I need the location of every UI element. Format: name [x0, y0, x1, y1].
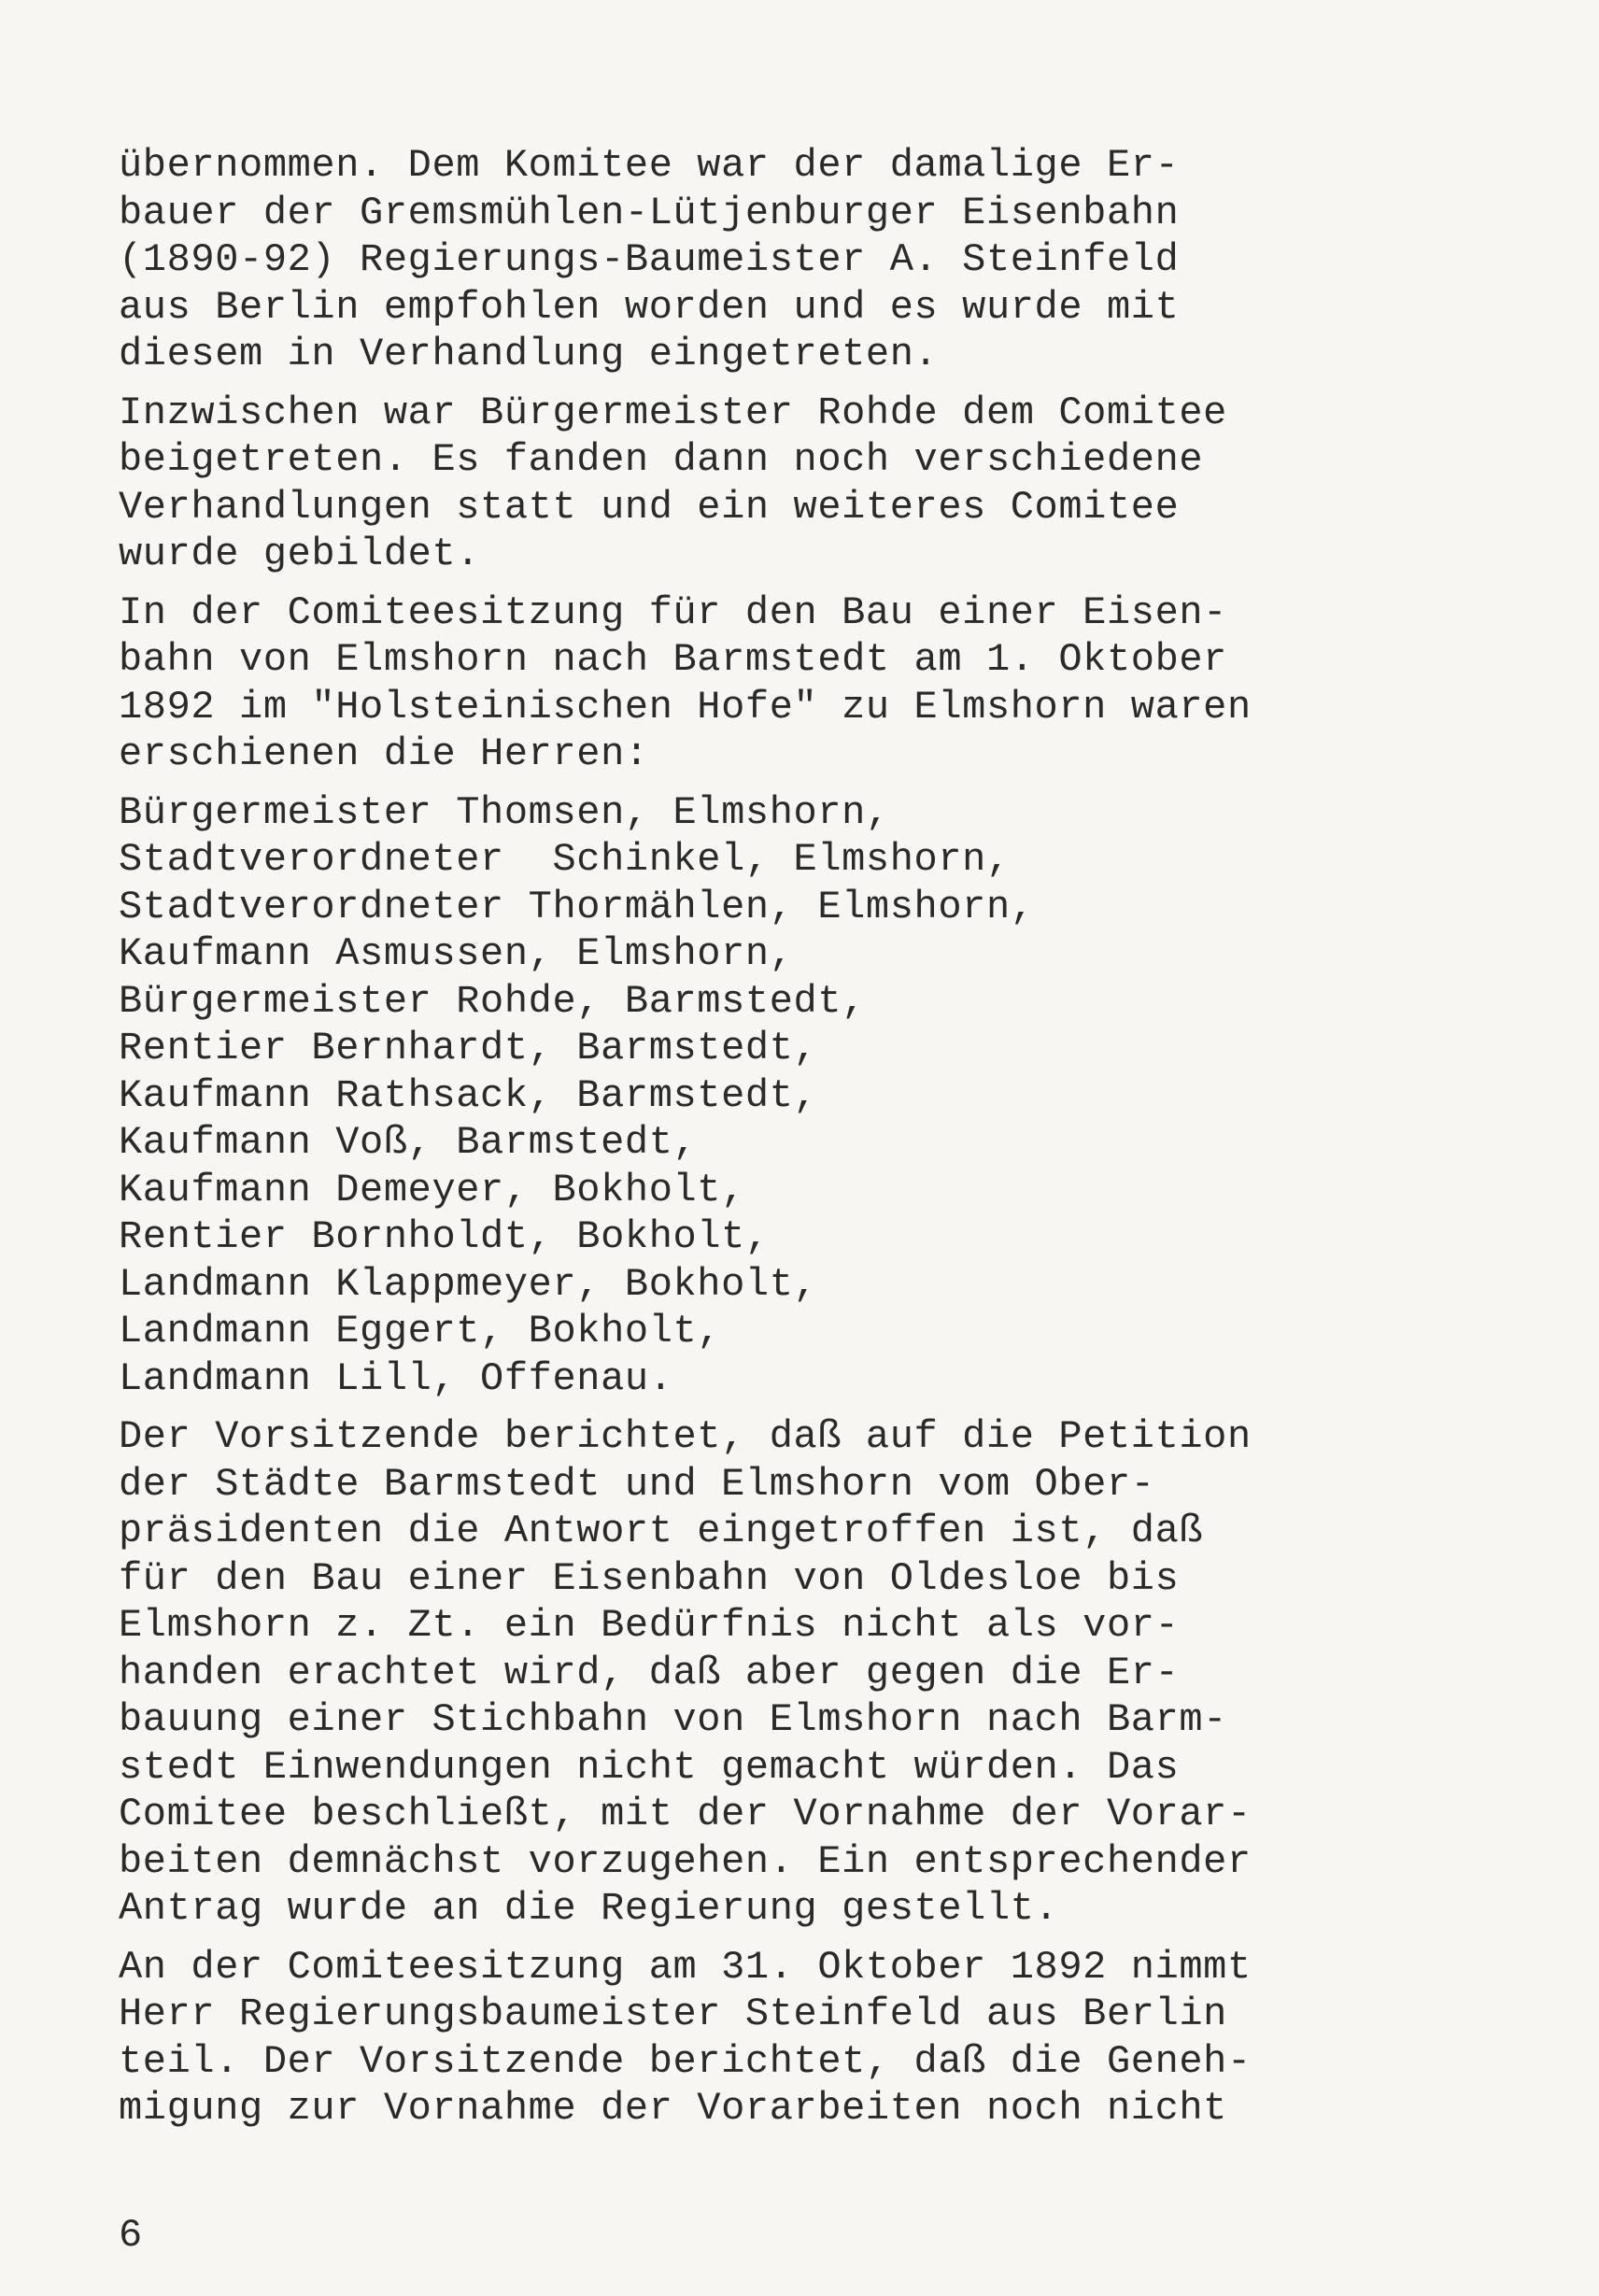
- text-line: migung zur Vornahme der Vorarbeiten noch nicht: [119, 2086, 1227, 2131]
- paragraph-komitee: [119, 142, 1482, 378]
- text-line: An der Comiteesitzung am 31. Oktober 1892 nimmt: [119, 1944, 1252, 1990]
- body-text: [119, 142, 1482, 2133]
- text-line: Der Vorsitzende berichtet, daß auf die Petition: [119, 1414, 1252, 1459]
- attendee: Kaufmann Voß, Barmstedt,: [119, 1120, 698, 1165]
- text-line: handen erachtet wird, daß aber gegen die Er-: [119, 1650, 1180, 1695]
- attendee: Landmann Lill, Offenau.: [119, 1355, 673, 1401]
- attendee: Kaufmann Asmussen, Elmshorn,: [119, 931, 794, 976]
- paragraph-sitzung: [119, 589, 1482, 778]
- attendee: Bürgermeister Thomsen, Elmshorn,: [119, 789, 890, 835]
- text-line: Elmshorn z. Zt. ein Bedürfnis nicht als vor-: [119, 1603, 1180, 1648]
- text-line: beiten demnächst vorzugehen. Ein entsprechender: [119, 1838, 1252, 1884]
- text-line: erschienen die Herren:: [119, 731, 649, 776]
- text-line: Verhandlungen statt und ein weiteres Comitee: [119, 484, 1180, 530]
- text-line: stedt Einwendungen nicht gemacht würden. Das: [119, 1744, 1180, 1790]
- page-number: 6: [119, 2213, 143, 2258]
- text-line: übernommen. Dem Komitee war der damalige Er-: [119, 143, 1180, 188]
- attendee: Stadtverordneter Schinkel, Elmshorn,: [119, 837, 1011, 882]
- text-line: Antrag wurde an die Regierung gestellt.: [119, 1886, 1059, 1931]
- text-line: teil. Der Vorsitzende berichtet, daß die Geneh-: [119, 2038, 1252, 2084]
- attendee-list: [119, 789, 1482, 1403]
- text-line: diesem in Verhandlung eingetreten.: [119, 332, 939, 376]
- text-line: 1892 im "Holsteinischen Hofe" zu Elmshorn waren: [119, 684, 1252, 730]
- attendee: Landmann Eggert, Bokholt,: [119, 1309, 722, 1354]
- text-line: wurde gebildet.: [119, 531, 481, 576]
- text-line: bauung einer Stichbahn von Elmshorn nach Barm-: [119, 1697, 1227, 1742]
- attendee: Bürgermeister Rohde, Barmstedt,: [119, 978, 866, 1024]
- attendee: Kaufmann Demeyer, Bokholt,: [119, 1167, 745, 1212]
- paragraph-petition: [119, 1413, 1482, 1933]
- attendee: Landmann Klappmeyer, Bokholt,: [119, 1261, 818, 1307]
- text-line: In der Comiteesitzung für den Bau einer Eisen-: [119, 589, 1227, 635]
- text-line: der Städte Barmstedt und Elmshorn vom Ober-: [119, 1461, 1155, 1507]
- attendee: Kaufmann Rathsack, Barmstedt,: [119, 1072, 818, 1118]
- text-line: bauer der Gremsmühlen-Lütjenburger Eisenbahn: [119, 190, 1180, 235]
- text-line: Inzwischen war Bürgermeister Rohde dem Comitee: [119, 390, 1227, 435]
- text-line: für den Bau einer Eisenbahn von Oldesloe bis: [119, 1555, 1180, 1601]
- attendee: Rentier Bornholdt, Bokholt,: [119, 1214, 770, 1259]
- text-line: Herr Regierungsbaumeister Steinfeld aus Berlin: [119, 1991, 1227, 2036]
- paragraph-rohde: [119, 390, 1482, 578]
- text-line: (1890-92) Regierungs-Baumeister A. Steinfeld: [119, 237, 1180, 282]
- text-line: Comitee beschließt, mit der Vornahme der Vorar-: [119, 1792, 1252, 1836]
- text-line: beigetreten. Es fanden dann noch verschiedene: [119, 437, 1204, 482]
- paragraph-steinfeld: [119, 1944, 1482, 2133]
- text-line: bahn von Elmshorn nach Barmstedt am 1. Oktober: [119, 637, 1227, 682]
- attendee: Rentier Bernhardt, Barmstedt,: [119, 1026, 818, 1070]
- text-line: präsidenten die Antwort eingetroffen ist, daß: [119, 1509, 1204, 1553]
- attendee: Stadtverordneter Thormählen, Elmshorn,: [119, 884, 1035, 929]
- text-line: aus Berlin empfohlen worden und es wurde mit: [119, 284, 1180, 330]
